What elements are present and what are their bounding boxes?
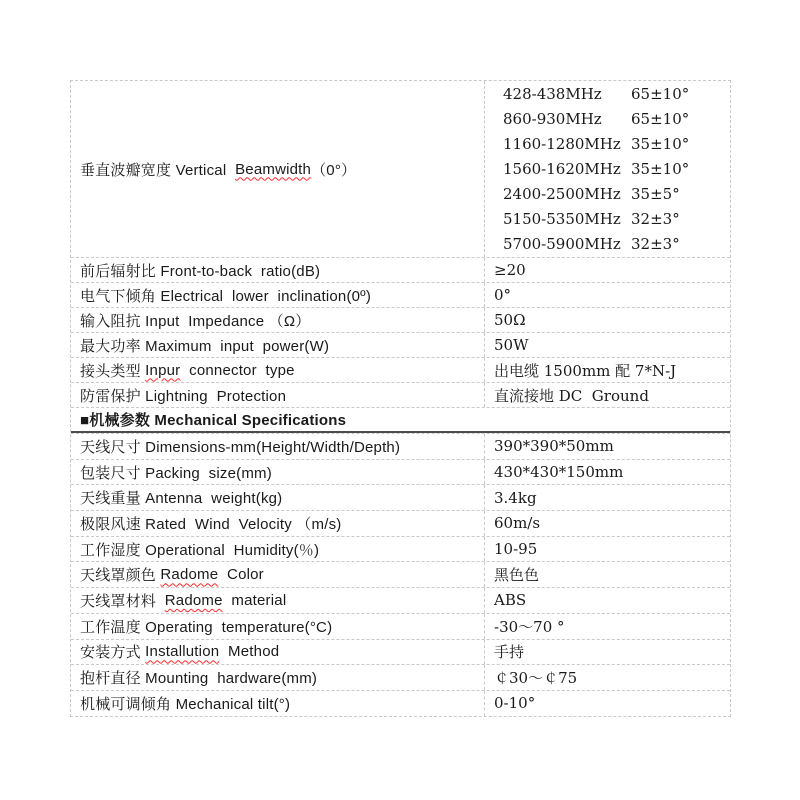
row-label bbox=[71, 614, 485, 639]
table-row-operational-humidity bbox=[71, 536, 730, 562]
beamwidth-line bbox=[494, 207, 730, 232]
row-label-text: 电气下倾角 Electrical lower inclination(0º) bbox=[80, 287, 372, 305]
row-label bbox=[71, 258, 485, 282]
row-label bbox=[71, 333, 485, 357]
table-row-dimensions bbox=[71, 433, 730, 459]
beamwidth-value: 35±10° bbox=[631, 135, 690, 153]
row-label-suffix: connector type bbox=[180, 361, 295, 379]
beamwidth-frequency: 860-930MHz bbox=[503, 110, 602, 128]
row-label-text: 天线罩材料 bbox=[80, 592, 165, 610]
antenna-spec-table bbox=[70, 80, 731, 717]
row-label-text: 机械可调倾角 Mechanical tilt(°) bbox=[80, 695, 291, 713]
row-value: 0-10° bbox=[494, 694, 536, 713]
section-header-text: ■机械参数 Mechanical Specifications bbox=[80, 412, 347, 429]
table-row-installation-method bbox=[71, 639, 730, 665]
row-label-text: 接头类型 bbox=[80, 362, 146, 380]
section-header-mechanical-specifications bbox=[71, 407, 730, 433]
table-row-packing-size bbox=[71, 459, 730, 485]
beamwidth-value: 35±5° bbox=[631, 185, 680, 203]
table-row-operating-temperature bbox=[71, 613, 730, 639]
row-value: -30～70 ° bbox=[494, 617, 565, 636]
row-label bbox=[71, 460, 485, 485]
beamwidth-line bbox=[494, 82, 730, 107]
row-value: 430*430*150mm bbox=[494, 463, 624, 482]
beamwidth-value: 65±10° bbox=[631, 110, 690, 128]
row-label bbox=[71, 537, 485, 562]
row-label-text: 输入阻抗 Input Impedance （Ω） bbox=[80, 312, 311, 330]
table-row-rated-wind-velocity bbox=[71, 510, 730, 536]
row-label-text: 天线罩颜色 bbox=[80, 567, 161, 585]
row-label-text: 最大功率 Maximum input power(W) bbox=[80, 337, 330, 355]
row-value: 3.4kg bbox=[494, 488, 537, 507]
row-label bbox=[71, 485, 485, 510]
beamwidth-frequency: 2400-2500MHz bbox=[503, 185, 621, 203]
row-value: 黑色色 bbox=[494, 566, 540, 585]
table-row-input-connector-type bbox=[71, 357, 730, 382]
beamwidth-value: 35±10° bbox=[631, 160, 690, 178]
table-row-vertical-beamwidth bbox=[71, 81, 730, 257]
beamwidth-line bbox=[494, 232, 730, 257]
row-label-misspelled-word: Installution bbox=[145, 643, 220, 661]
row-value: 出电缆 1500mm 配 7*N-J bbox=[494, 361, 677, 380]
row-label bbox=[71, 383, 485, 407]
row-label-vertical-beamwidth bbox=[71, 81, 485, 257]
row-label-text: 工作温度 Operating temperature(°C) bbox=[80, 618, 333, 636]
beamwidth-value: 65±10° bbox=[631, 85, 690, 103]
row-value: 直流接地 DC Ground bbox=[494, 386, 649, 405]
row-value: 50W bbox=[494, 336, 529, 354]
row-label bbox=[71, 358, 485, 382]
row-value: 60m/s bbox=[494, 514, 541, 533]
row-label bbox=[71, 308, 485, 332]
table-row-input-impedance bbox=[71, 307, 730, 332]
row-label-text: 工作湿度 Operational Humidity(％) bbox=[80, 541, 320, 559]
row-label-suffix: Method bbox=[219, 643, 280, 661]
beamwidth-frequency: 428-438MHz bbox=[503, 85, 602, 103]
row-label bbox=[71, 665, 485, 690]
table-row-radome-color bbox=[71, 561, 730, 587]
row-label-misspelled-word: Radome bbox=[160, 566, 219, 584]
row-label-text: 天线重量 Antenna weight(kg) bbox=[80, 490, 283, 508]
beamwidth-value: 32±3° bbox=[631, 210, 680, 228]
row-label-text: 包装尺寸 Packing size(mm) bbox=[80, 464, 272, 482]
table-row-electrical-inclination bbox=[71, 282, 730, 307]
beamwidth-line bbox=[494, 182, 730, 207]
row-label-text: 安装方式 bbox=[80, 644, 146, 662]
beamwidth-frequency: 5700-5900MHz bbox=[503, 235, 621, 253]
table-row-radome-material bbox=[71, 587, 730, 613]
row-label bbox=[71, 691, 485, 716]
beamwidth-line bbox=[494, 107, 730, 132]
table-row-antenna-weight bbox=[71, 484, 730, 510]
row-value: 0° bbox=[494, 286, 512, 304]
row-label-suffix: material bbox=[222, 591, 287, 609]
table-row-maximum-input-power bbox=[71, 332, 730, 357]
row-value: 50Ω bbox=[494, 311, 526, 329]
row-label-misspelled-word: Inpur bbox=[145, 361, 181, 379]
row-label bbox=[71, 640, 485, 665]
table-row-front-to-back-ratio bbox=[71, 257, 730, 282]
row-label bbox=[71, 434, 485, 459]
row-label-text: 防雷保护 Lightning Protection bbox=[80, 387, 287, 405]
beamwidth-value: 32±3° bbox=[631, 235, 680, 253]
beamwidth-line bbox=[494, 132, 730, 157]
row-value: 390*390*50mm bbox=[494, 437, 614, 456]
row-value: 10-95 bbox=[494, 540, 538, 559]
table-row-mounting-hardware bbox=[71, 664, 730, 690]
table-row-lightning-protection bbox=[71, 382, 730, 407]
row-value: ≥20 bbox=[494, 261, 526, 279]
row-label-text: 垂直波瓣宽度 Vertical bbox=[80, 161, 236, 179]
beamwidth-values-cell bbox=[485, 81, 730, 257]
row-label-suffix: （0°） bbox=[311, 161, 357, 179]
row-label-text: 抱杆直径 Mounting hardware(mm) bbox=[80, 670, 318, 688]
row-label bbox=[71, 588, 485, 613]
row-label-text: 前后辐射比 Front-to-back ratio(dB) bbox=[80, 262, 321, 280]
row-label bbox=[71, 283, 485, 307]
beamwidth-frequency: 5150-5350MHz bbox=[503, 210, 621, 228]
row-label-text: 天线尺寸 Dimensions-mm(Height/Width/Depth) bbox=[80, 438, 401, 456]
beamwidth-frequency: 1560-1620MHz bbox=[503, 160, 621, 178]
row-value: 手持 bbox=[494, 643, 525, 662]
row-label-suffix: Color bbox=[218, 566, 264, 584]
row-label-misspelled-word: Radome bbox=[164, 591, 223, 609]
row-value: ￠30～￠75 bbox=[494, 669, 578, 688]
row-label-text: 极限风速 Rated Wind Velocity （m/s) bbox=[80, 515, 342, 533]
row-label bbox=[71, 511, 485, 536]
beamwidth-frequency: 1160-1280MHz bbox=[503, 135, 621, 153]
table-row-mechanical-tilt bbox=[71, 690, 730, 716]
row-value: ABS bbox=[494, 591, 527, 610]
row-label-misspelled-word: Beamwidth bbox=[235, 160, 312, 178]
beamwidth-line bbox=[494, 157, 730, 182]
row-label bbox=[71, 562, 485, 587]
